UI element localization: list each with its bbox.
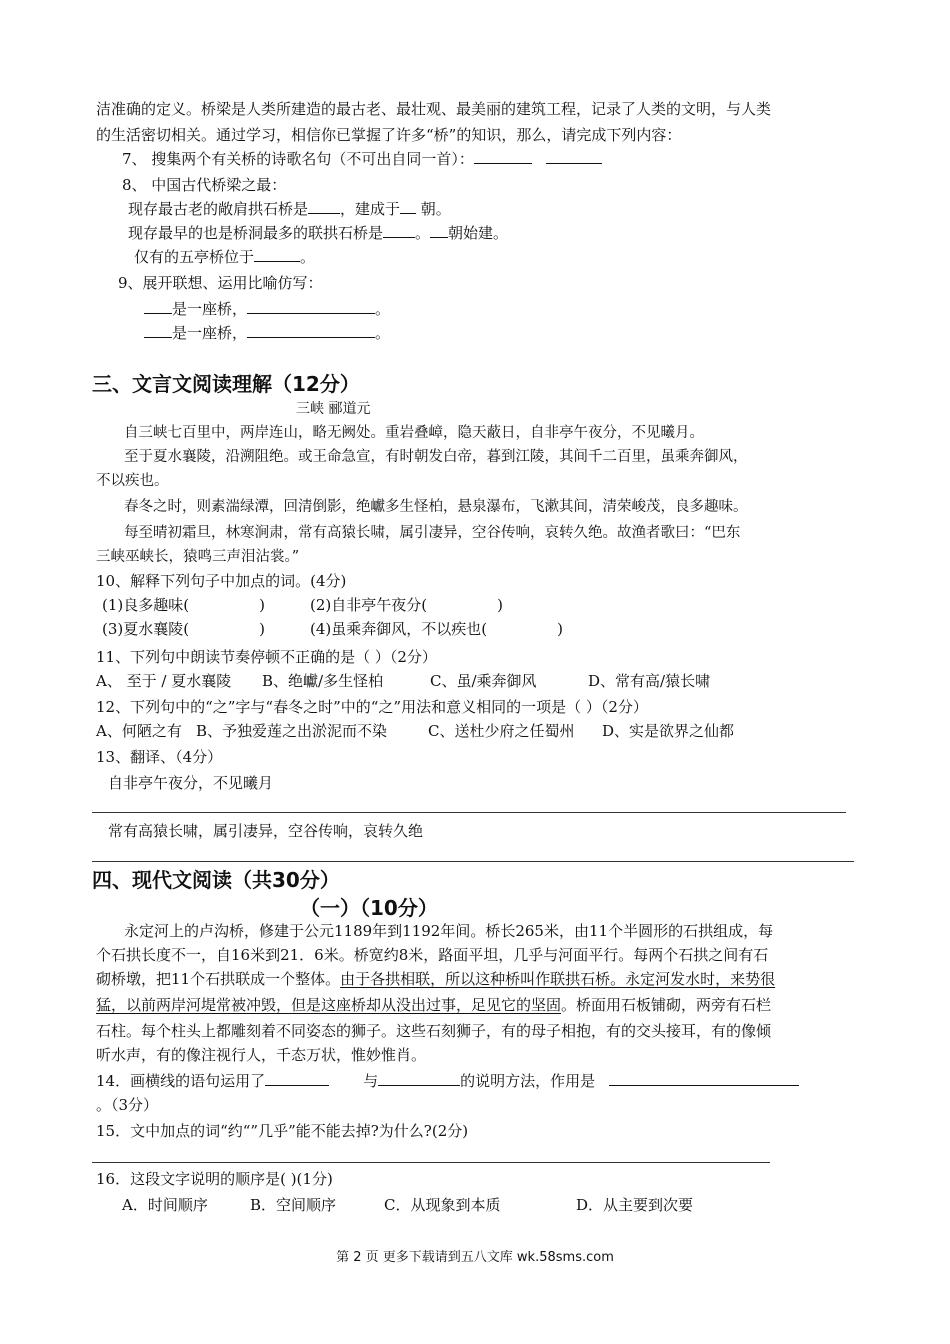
- q8-text: 。: [415, 224, 431, 242]
- passage-line: 自三峡七百里中，两岸连山，略无阙处。重岩叠嶂，隐天蔽日，自非亭午夜分，不见曦月。: [124, 425, 704, 441]
- answer-blank[interactable]: [383, 222, 415, 238]
- question-12-option-b: B、予独爱莲之出淤泥而不染: [196, 722, 388, 740]
- q9-text: 。: [375, 300, 391, 318]
- section-4-subheading: （一）（10分）: [300, 896, 438, 920]
- q10-text: ): [557, 620, 563, 638]
- passage-line: 春冬之时，则素湍绿潭，回清倒影，绝巘多生怪柏，悬泉瀑布，飞漱其间，清荣峻茂，良多趣味。: [124, 499, 748, 515]
- question-11: 11、下列句中朗读节奏停顿不正确的是（ ）（2分）: [96, 648, 437, 666]
- q8-text: 朝始建。: [448, 224, 509, 242]
- passage-line: 三峡巫峡长，猿鸣三声泪沾裳。”: [96, 549, 300, 565]
- question-10-item-2: [310, 594, 503, 616]
- answer-blank[interactable]: [144, 322, 172, 338]
- question-7-text: 7、 搜集两个有关桥的诗歌名句（不可出自同一首）：: [122, 150, 474, 168]
- poem-title: 三峡 郦道元: [296, 401, 371, 417]
- q8-text: 朝。: [416, 200, 451, 218]
- question-10-item-1: [102, 594, 265, 616]
- passage-line: 永定河上的卢沟桥，修建于公元1189年到1192年间。桥长265米，由11个半圆形的石拱组成，每: [124, 922, 774, 940]
- q10-text: (4)虽乘奔御风，不以疾也(: [310, 620, 488, 638]
- question-14-points: 。（3分）: [96, 1096, 159, 1114]
- question-16-option-b: B．空间顺序: [250, 1196, 337, 1214]
- q10-text: ): [259, 620, 265, 638]
- passage-line: 听水声，有的像注视行人，千态万状，惟妙惟肖。: [96, 1046, 427, 1064]
- passage-line: 每至晴初霜旦，林寒涧肃，常有高猿长啸，属引凄异，空谷传响，哀转久绝。故渔者歌曰：“巴东: [124, 525, 741, 541]
- q10-text: ): [497, 596, 503, 614]
- answer-blank[interactable]: [308, 198, 340, 214]
- section-4-heading: 四、现代文阅读（共30分）: [92, 868, 340, 892]
- question-16-option-a: A．时间顺序: [122, 1196, 208, 1214]
- question-14: [96, 1070, 799, 1092]
- question-16: 16．这段文字说明的顺序是( )(1分): [96, 1170, 333, 1188]
- question-16-option-c: C．从现象到本质: [384, 1196, 501, 1214]
- section-3-heading: 三、文言文阅读理解（12分）: [92, 372, 360, 396]
- passage-line: [96, 994, 771, 1016]
- underlined-sentence: 由于各拱相联，所以这种桥叫作联拱石桥。永定河发水时，来势很: [340, 970, 776, 988]
- question-9-line-2: [144, 322, 390, 344]
- question-11-option-c: C、虽/乘奔御风: [430, 672, 537, 690]
- passage-line: 至于夏水襄陵，沿溯阻绝。或王命急宣，有时朝发白帝，暮到江陵，其间千二百里，虽乘奔御风，: [124, 449, 748, 465]
- q9-text: 是一座桥，: [172, 300, 248, 318]
- passage-line: 石柱。每个柱头上都雕刻着不同姿态的狮子。这些石刻狮子，有的母子相抱，有的交头接耳，有的像倾: [96, 1022, 772, 1040]
- answer-line[interactable]: [92, 1162, 770, 1163]
- answer-blank[interactable]: [254, 246, 300, 262]
- q14-text: 的说明方法，作用是: [460, 1072, 596, 1090]
- question-13-sentence-1: 自非亭午夜分，不见曦月: [108, 774, 274, 792]
- question-8-line-1: [128, 198, 451, 220]
- question-10-item-3: [102, 618, 265, 640]
- question-9-line-1: [144, 298, 390, 320]
- q14-text: 与: [363, 1072, 379, 1090]
- question-11-option-d: D、常有高/猿长啸: [588, 672, 711, 690]
- answer-line[interactable]: [92, 812, 846, 813]
- question-8-title: 8、 中国古代桥梁之最：: [122, 176, 287, 194]
- passage-line: 不以疾也。: [96, 473, 169, 489]
- q10-text: (1)良多趣味(: [102, 596, 190, 614]
- answer-blank[interactable]: [430, 222, 448, 238]
- answer-blank[interactable]: [609, 1070, 799, 1086]
- question-7: [122, 148, 602, 170]
- answer-blank[interactable]: [144, 298, 172, 314]
- intro-line-2: 的生活密切相关。通过学习，相信你已掌握了许多“桥”的知识，那么，请完成下列内容：: [96, 126, 682, 144]
- question-10-item-4: [310, 618, 563, 640]
- question-9-title: 9、展开联想、运用比喻仿写：: [118, 274, 323, 292]
- question-10: 10、解释下列句子中加点的词。(4分): [96, 572, 347, 590]
- question-15: 15．文中加点的词“约“”几乎”能不能去掉?为什么?(2分): [96, 1122, 469, 1140]
- question-8-line-2: [128, 222, 508, 244]
- question-12-option-c: C、送杜少府之任蜀州: [428, 722, 575, 740]
- q8-text: 仅有的五亭桥位于: [134, 248, 255, 266]
- answer-blank[interactable]: [247, 322, 375, 338]
- q10-text: (2)自非亭午夜分(: [310, 596, 428, 614]
- answer-blank[interactable]: [378, 1070, 460, 1086]
- page-footer: 第 2 页 更多下载请到五八文库 wk.58sms.com: [336, 1250, 614, 1265]
- passage-line: 个石拱长度不一，自16米到21．6米。桥宽约8米，路面平坦，几乎与河面平行。每两个石拱之间有石: [96, 946, 769, 964]
- q14-text: 14．画横线的语句运用了: [96, 1072, 266, 1090]
- question-11-option-a: A、 至于 / 夏水襄陵: [96, 672, 232, 690]
- q10-text: (3)夏水襄陵(: [102, 620, 190, 638]
- answer-blank[interactable]: [265, 1070, 329, 1086]
- question-13-sentence-2: 常有高猿长啸，属引凄异，空谷传响，哀转久绝: [108, 822, 424, 840]
- answer-blank[interactable]: [247, 298, 375, 314]
- answer-blank[interactable]: [474, 148, 532, 164]
- q8-text: 现存最古老的敞肩拱石桥是: [128, 200, 309, 218]
- question-11-option-b: B、绝巘/多生怪柏: [262, 672, 384, 690]
- answer-blank[interactable]: [546, 148, 602, 164]
- q8-text: 现存最早的也是桥洞最多的联拱石桥是: [128, 224, 384, 242]
- question-12-option-a: A、何陋之有: [96, 722, 182, 740]
- underlined-sentence: 猛，以前两岸河堤常被冲毁，但是这座桥却从没出过事，足见它的坚固: [96, 996, 562, 1014]
- q8-text: ，建成于: [340, 200, 401, 218]
- question-12-option-d: D、实是欲界之仙都: [602, 722, 735, 740]
- passage-line: [96, 968, 775, 990]
- passage-text: 。桥面用石板铺砌，两旁有石栏: [561, 996, 772, 1014]
- q8-text: 。: [300, 248, 316, 266]
- intro-line-1: 洁准确的定义。桥梁是人类所建造的最古老、最壮观、最美丽的建筑工程，记录了人类的文明，与人类: [96, 100, 772, 118]
- q9-text: 。: [375, 324, 391, 342]
- answer-blank[interactable]: [400, 198, 416, 214]
- q10-text: ): [259, 596, 265, 614]
- question-16-option-d: D．从主要到次要: [576, 1196, 694, 1214]
- passage-text: 砌桥墩，把11个石拱联成一个整体。: [96, 970, 341, 988]
- answer-line[interactable]: [92, 861, 854, 862]
- q9-text: 是一座桥，: [172, 324, 248, 342]
- question-8-line-3: [134, 246, 315, 268]
- question-13: 13、翻译、（4分）: [96, 748, 223, 766]
- question-12: 12、下列句中的“之”字与“春冬之时”中的“之”用法和意义相同的一项是（ ）（2分）: [96, 698, 648, 716]
